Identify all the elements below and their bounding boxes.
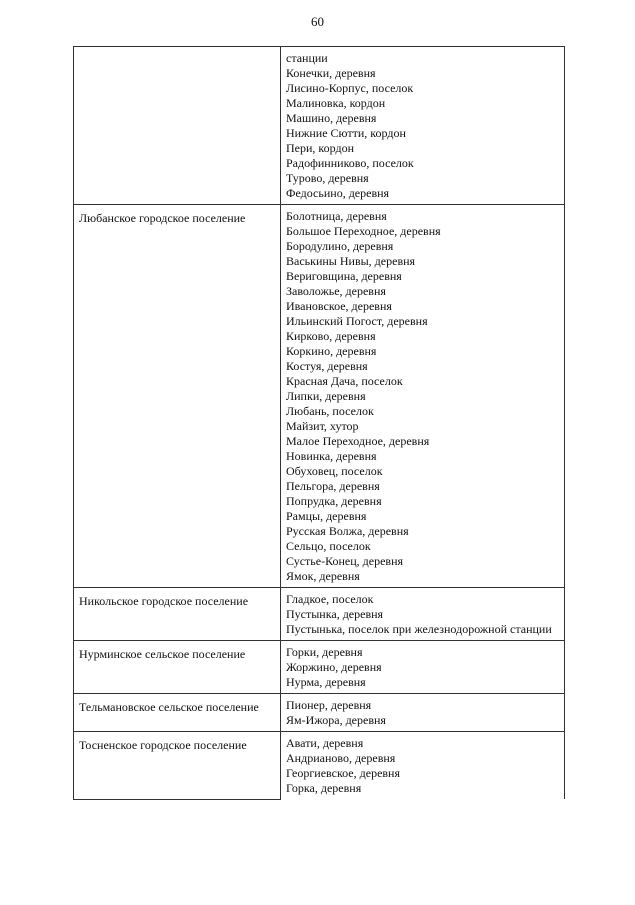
- settlement-cell: Нурминское сельское поселение: [74, 641, 281, 694]
- place-item: Кирково, деревня: [286, 329, 376, 343]
- places-cell: [281, 641, 565, 694]
- place-item: Турово, деревня: [286, 171, 369, 185]
- place-item: Нижние Сютти, кордон: [286, 126, 406, 140]
- table-row: [74, 205, 565, 588]
- place-item: Гладкое, поселок: [286, 592, 374, 606]
- place-item: Заволожье, деревня: [286, 284, 386, 298]
- table-row: [74, 47, 565, 205]
- place-item: Костуя, деревня: [286, 359, 368, 373]
- place-item: Горки, деревня: [286, 645, 363, 659]
- place-item: Авати, деревня: [286, 736, 364, 750]
- place-item: Болотница, деревня: [286, 209, 387, 223]
- place-item: Пустынька, поселок при железнодорожной станции: [286, 622, 552, 636]
- table-row: [74, 732, 565, 800]
- table-row: [74, 641, 565, 694]
- place-item: Сустье-Конец, деревня: [286, 554, 404, 568]
- settlements-table: [73, 46, 565, 800]
- place-item: Малое Переходное, деревня: [286, 434, 430, 448]
- place-item: Сельцо, поселок: [286, 539, 371, 553]
- place-item: Машино, деревня: [286, 111, 377, 125]
- place-item: Новинка, деревня: [286, 449, 377, 463]
- place-item: Федосьино, деревня: [286, 186, 390, 200]
- places-cell: [281, 732, 565, 800]
- place-item: Пери, кордон: [286, 141, 355, 155]
- place-item: Пельгора, деревня: [286, 479, 380, 493]
- place-item: Пионер, деревня: [286, 698, 372, 712]
- place-item: Липки, деревня: [286, 389, 366, 403]
- place-item: Вериговщина, деревня: [286, 269, 402, 283]
- place-item: Большое Переходное, деревня: [286, 224, 441, 238]
- place-item: Андрианово, деревня: [286, 751, 396, 765]
- place-item: Радофинниково, поселок: [286, 156, 414, 170]
- place-item: Ямок, деревня: [286, 569, 360, 583]
- place-item: Лисино-Корпус, поселок: [286, 81, 414, 95]
- place-item: Бородулино, деревня: [286, 239, 394, 253]
- table-row: [74, 694, 565, 732]
- place-item: Ям-Ижора, деревня: [286, 713, 386, 727]
- place-item: Нурма, деревня: [286, 675, 366, 689]
- place-item: Обуховец, поселок: [286, 464, 383, 478]
- place-item: Жоржино, деревня: [286, 660, 382, 674]
- places-cell: [281, 588, 565, 641]
- settlement-cell: Тельмановское сельское поселение: [74, 694, 281, 732]
- place-item: Рамцы, деревня: [286, 509, 367, 523]
- place-item: Пустынка, деревня: [286, 607, 384, 621]
- place-item: Георгиевское, деревня: [286, 766, 400, 780]
- places-cell: [281, 205, 565, 588]
- place-item: Конечки, деревня: [286, 66, 376, 80]
- place-item: Русская Волжа, деревня: [286, 524, 409, 538]
- place-item: Любань, поселок: [286, 404, 374, 418]
- place-item: Ивановское, деревня: [286, 299, 392, 313]
- settlement-cell: Тосненское городское поселение: [74, 732, 281, 800]
- place-item: станции: [286, 51, 328, 65]
- place-item: Васькины Нивы, деревня: [286, 254, 416, 268]
- place-item: Коркино, деревня: [286, 344, 377, 358]
- place-item: Малиновка, кордон: [286, 96, 386, 110]
- settlement-cell: Никольское городское поселение: [74, 588, 281, 641]
- place-item: Ильинский Погост, деревня: [286, 314, 428, 328]
- table-row: [74, 588, 565, 641]
- place-item: Майзит, хутор: [286, 419, 359, 433]
- place-item: Красная Дача, поселок: [286, 374, 403, 388]
- settlement-cell: Любанское городское поселение: [74, 205, 281, 588]
- place-item: Попрудка, деревня: [286, 494, 382, 508]
- places-cell: [281, 694, 565, 732]
- place-item: Горка, деревня: [286, 781, 362, 795]
- settlement-cell: [74, 47, 281, 205]
- page-number: 60: [311, 14, 324, 29]
- places-cell: [281, 47, 565, 205]
